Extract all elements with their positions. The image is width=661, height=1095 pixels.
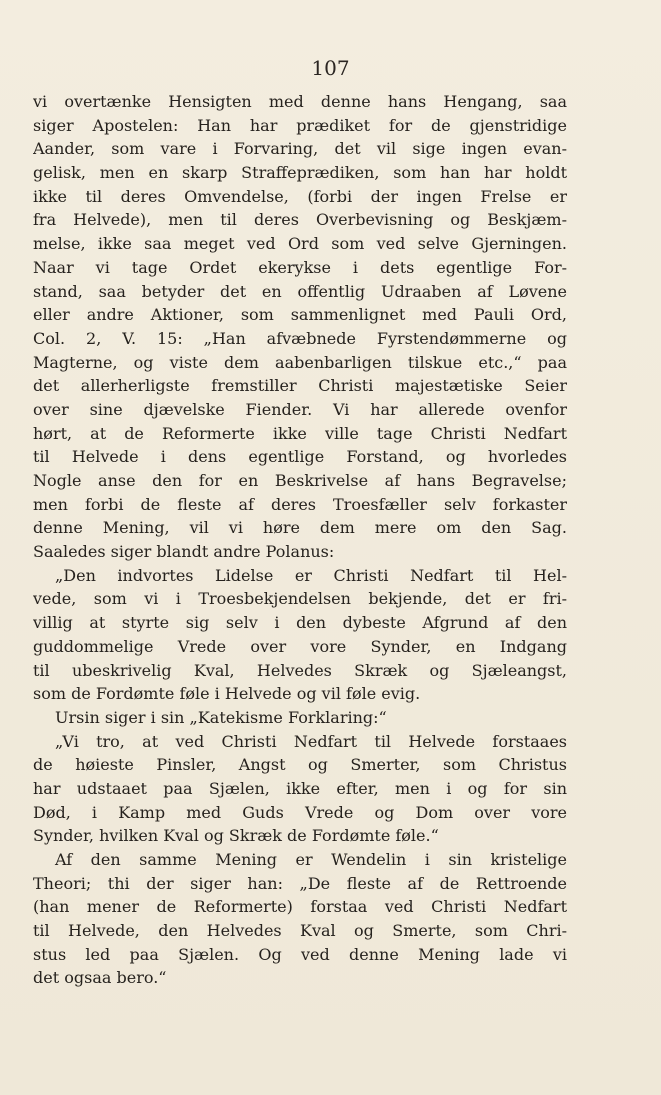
text-line: siger Apostelen: Han har prædiket for de gjenstridige <box>33 115 567 135</box>
text-line: de høieste Pinsler, Angst og Smerter, som Christus <box>33 755 567 775</box>
text-line: over sine djævelske Fiender. Vi har allerede ovenfor <box>33 399 567 419</box>
page-number: 107 <box>311 56 350 80</box>
text-line: hørt, at de Reformerte ikke ville tage Christi Nedfart <box>33 423 567 443</box>
text-line: denne Mening, vil vi høre dem mere om den Sag. <box>33 518 567 538</box>
text-line: har udstaaet paa Sjælen, ikke efter, men i og for sin <box>33 778 567 798</box>
text-line: Død, i Kamp med Guds Vrede og Dom over vore <box>33 802 567 822</box>
text-line: Theori; thi der siger han: „De fleste af de Rettroende <box>33 873 567 893</box>
text-line: Af den samme Mening er Wendelin i sin kristelige <box>55 850 567 869</box>
text-line: Col. 2, V. 15: „Han afvæbnede Fyrstendømmerne og <box>33 328 567 348</box>
text-line: Ursin siger i sin „Katekisme Forklaring:“ <box>55 707 387 727</box>
text-line: Naar vi tage Ordet ekerykse i dets egentlige For- <box>33 257 567 277</box>
text-line: Magterne, og viste dem aabenbarligen tilskue etc.,“ paa <box>33 352 567 372</box>
text-line: Nogle anse den for en Beskrivelse af hans Begravelse; <box>33 471 567 490</box>
text-line: fra Helvede), men til deres Overbevisning og Beskjæm- <box>33 210 567 230</box>
text-line: stand, saa betyder det en offentlig Udraaben af Løvene <box>33 281 567 301</box>
text-line: melse, ikke saa meget ved Ord som ved selve Gjerningen. <box>33 234 567 254</box>
body-text <box>33 90 567 990</box>
text-line: til Helvede, den Helvedes Kval og Smerte, som Chri- <box>33 921 567 941</box>
text-line: Synder, hvilken Kval og Skræk de Fordømte føle.“ <box>33 826 439 846</box>
text-line: som de Fordømte føle i Helvede og vil føle evig. <box>33 684 421 704</box>
text-line: eller andre Aktioner, som sammenlignet med Pauli Ord, <box>33 305 567 325</box>
text-line: „Den indvortes Lidelse er Christi Nedfart til Hel- <box>55 565 567 585</box>
text-line: guddommelige Vrede over vore Synder, en Indgang <box>33 636 567 656</box>
text-line: stus led paa Sjælen. Og ved denne Mening lade vi <box>33 944 567 964</box>
text-line: gelisk, men en skarp Straffeprædiken, som han har holdt <box>33 163 567 183</box>
text-line: men forbi de fleste af deres Troesfæller selv forkaster <box>33 494 567 514</box>
text-line: „Vi tro, at ved Christi Nedfart til Helvede forstaaes <box>55 731 567 751</box>
text-line: ikke til deres Omvendelse, (forbi der ingen Frelse er <box>33 186 567 206</box>
text-line: vede, som vi i Troesbekjendelsen bekjende, det er fri- <box>33 589 567 609</box>
text-line: Saaledes siger blandt andre Polanus: <box>33 542 335 562</box>
text-line: det allerherligste fremstiller Christi majestætiske Seier <box>33 376 567 396</box>
text-line: til ubeskrivelig Kval, Helvedes Skræk og Sjæleangst, <box>33 660 567 680</box>
text-line: vi overtænke Hensigten med denne hans Hengang, saa <box>33 92 567 111</box>
text-line: til Helvede i dens egentlige Forstand, og hvorledes <box>33 447 567 467</box>
text-line: Aander, som vare i Forvaring, det vil sige ingen evan- <box>33 139 567 159</box>
text-line: (han mener de Reformerte) forstaa ved Christi Nedfart <box>33 897 567 917</box>
text-line: villig at styrte sig selv i den dybeste Afgrund af den <box>33 613 567 633</box>
text-line: det ogsaa bero.“ <box>33 968 167 988</box>
